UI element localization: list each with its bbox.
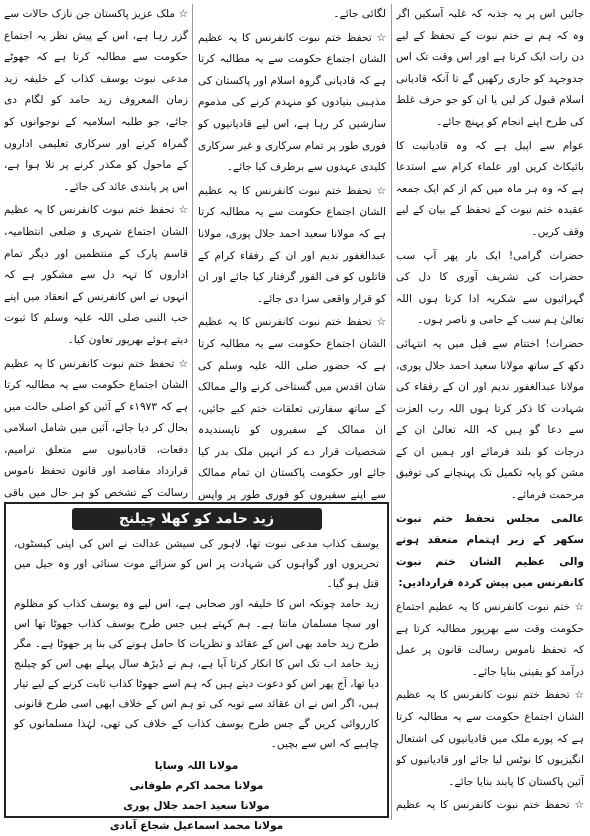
signer-name: مولانا محمد اکرم طوفانی xyxy=(129,780,264,792)
left-column xyxy=(4,4,188,502)
paragraph: جائیں اس پر یہ جذبہ کہ غلبہ آسکیں اگر وہ کہ ہم نے ختم نبوت کے تحفظ کے لیے دن رات ایک کرنا ہے اور اس وقت تک اس جدوجہد کو جاری رکھیں گے تا آنکہ قادیانی اسلام قبول کر لیں یا ان کو جو حرف غلط کی طرح اپنے انجام کو پہنچ جائے۔ xyxy=(396,8,584,128)
column-divider xyxy=(192,4,193,500)
notice-paragraph: زید حامد چونکہ اس کا خلیفہ اور صحابی ہے، اس لیے وہ یوسف کذاب کو مظلوم اور سچا مسلمان مانتا ہے۔ ہم کہتے ہیں جس طرح یوسف کذاب جھوٹا تھا اس طرح زید حامد بھی اس کے عقائد و نظریات کا حامل ہونے کی بنا پر جھوٹا ہے۔ مگر زید حامد اب تک اس کا انکار کرتا آیا ہے، ہم نے ڈیڑھ سال پہلے بھی اس کو چیلنج دیا تھا، آج پھر اس کو دعوت دیتے ہیں کہ ہم اسے جھوٹا کذاب ثابت کرنے کے لیے تیار ہیں، اگر اس نے ان عقائد سے توبہ کی تو ہم اس کے خلاف ابھی اسی طرح قانونی کارروائی کریں گے جس طرح یوسف کذاب کے خلاف کی تھی، لہٰذا مسلمانوں کو چاہیے کہ اس سے بچیں۔ xyxy=(14,598,379,750)
resolution-item: ☆ تحفظ ختم نبوت کانفرنس کا یہ عظیم الشان اجتماع حکومت سے یہ مطالبہ کرتا ہے کہ مولانا سعید احمد جلال پوری، مولانا عبدالغفور ندیم اور ان کے رفقاء کرام کے قاتلوں کو فی الفور گرفتار کیا جائے اور ان کو قرار واقعی سزا دی جائے۔ xyxy=(198,184,386,305)
paragraph: لگائی جائے۔ xyxy=(333,8,386,20)
resolution-item: ☆ ملک عزیز پاکستان جن نازک حالات سے گزر رہا ہے، اس کے پیش نظر یہ اجتماع حکومت سے مطالبہ کرتا ہے کہ جھوٹے مدعی نبوت یوسف کذاب کے خلیفہ زید زمان المعروف زید حامد کو لگام دی جائے، جو طلبہ اسلامیہ کے نوجوانوں کو گمراہ کرنے اور سرکاری تعلیمی اداروں کے ماحول کو مکدر کرنے پر تلا ہوا ہے، اس پر پابندی عائد کی جائے۔ xyxy=(4,8,188,193)
resolution-item: ☆ تحفظ ختم نبوت کانفرنس کا یہ عظیم الشان اجتماع شہری و ضلعی انتظامیہ، قاسم پارک کے منتظمین اور دیگر تمام اداروں کا تہہ دل سے مشکور ہے کہ انہوں نے اس کانفرنس کے انعقاد میں اپنے حب النبی صلی اللہ علیہ وسلم کا ثبوت دیتے ہوئے بھرپور تعاون کیا۔ xyxy=(4,204,188,346)
right-column xyxy=(396,4,584,820)
resolutions-heading: عالمی مجلس تحفظ ختم نبوت سکھر کے زیر اہتمام منعقد ہونے والی عظیم الشان ختم نبوت کانفرنس میں پیش کردہ قراردادیں: xyxy=(396,512,584,590)
resolution-item: ☆ تحفظ ختم نبوت کانفرنس کا یہ عظیم الشان اجتماع حکومت سے یہ مطالبہ کرتا ہے کہ پورے ملک میں قادیانیوں کی اشتعال انگیزیوں کا نوٹس لیا جائے اور قادیانیوں کو آئین پاکستان کا پابند بنایا جائے۔ xyxy=(396,689,584,788)
challenge-notice-box xyxy=(4,502,389,832)
resolution-item: ☆ ختم نبوت کانفرنس کا یہ عظیم اجتماع حکومت وقت سے بھرپور مطالبہ کرتا ہے کہ تحفظ ناموس رسالت قانون پر عمل درآمد کو یقینی بنایا جائے۔ xyxy=(396,601,584,678)
paragraph: حضرات گرامی! ایک بار پھر آپ سب حضرات کی تشریف آوری کا دل کی گہرائیوں سے شکریہ ادا کرتا ہوں اللہ تعالیٰ ہم سب کے حامی و ناصر ہوں۔ xyxy=(396,249,584,327)
signer-name: مولانا محمد اسماعیل شجاع آبادی xyxy=(109,820,284,832)
signer-name: مولانا اللہ وسایا xyxy=(154,760,239,772)
notice-body xyxy=(14,534,379,754)
resolution-item: ☆ تحفظ ختم نبوت کانفرنس کا یہ عظیم xyxy=(396,799,584,812)
resolution-item: ☆ تحفظ ختم نبوت کانفرنس کا یہ عظیم الشان اجتماع حکومت سے یہ مطالبہ کرتا ہے کہ حضور صلی اللہ علیہ وسلم کی شان اقدس میں گستاخی کرنے والے ممالک کے ساتھ سفارتی تعلقات ختم کیے جائیں، ان ممالک کے سفیروں کو ناپسندیدہ شخصیات قرار دے کر انہیں ملک بدر کیا جائے اور حکومت پاکستان ان تمام ممالک سے اپنے سفیروں کو فوری طور پر واپس xyxy=(198,316,386,502)
column-divider xyxy=(391,4,392,820)
resolution-item: ☆ تحفظ ختم نبوت کانفرنس کا یہ عظیم الشان اجتماع حکومت سے یہ مطالبہ کرتا ہے کہ ۱۹۷۳ء کے آئین کو اصلی حالت میں بحال کر دیا جائے، آئین میں شامل اسلامی دفعات، قادیانیوں سے متعلق ترامیم، قرارداد مقاصد اور قانون تحفظ ناموس رسالت کے تشخص کو ہر حال میں باقی xyxy=(4,357,188,500)
notice-title: زید حامد کو کھلا چیلنج xyxy=(72,508,322,530)
notice-paragraph: یوسف کذاب مدعی نبوت تھا، لاہور کی سیشن عدالت نے اس کی اپنی کیسٹوں، تحریروں اور گواہوں کی شہادت پر اس کو سزائے موت سنائی اور وہ جیل میں قتل ہو گیا۔ xyxy=(14,538,379,590)
middle-column xyxy=(198,4,386,502)
signers-list xyxy=(14,756,379,836)
paragraph: حضرات! اختتام سے قبل میں یہ انتہائی دکھ کے ساتھ مولانا سعید احمد جلال پوری، مولانا عبدالغفور ندیم اور ان کے رفقاء کی شہادت کا ذکر کرتا ہوں اللہ رب العزت سے دعا گو ہیں کہ اللہ تعالیٰ ان کے درجات کو بلند فرمائے اور ہمیں ان کے مشن کو پایہ تکمیل تک پہنچانے کی توفیق مرحمت فرمائے۔ xyxy=(396,337,584,502)
signer-name: مولانا سعید احمد جلال پوری xyxy=(123,800,270,812)
paragraph: عوام سے اپیل ہے کہ وہ قادیانیت کا بائیکاٹ کریں اور علماء کرام سے استدعا ہے کہ وہ ہر ماہ میں کم از کم ایک جمعہ عقیدہ ختم نبوت کے تحفظ کے بیان کے لیے وقف کریں۔ xyxy=(396,139,584,238)
resolution-item: ☆ تحفظ ختم نبوت کانفرنس کا یہ عظیم الشان اجتماع حکومت سے یہ مطالبہ کرتا ہے کہ قادیانی گروہ اسلام اور پاکستان کی مذہبی بنیادوں کو منہدم کرنے کی مذموم سازشیں کر رہا ہے، اس لیے قادیانیوں کو فوری طور پر تمام سرکاری و غیر سرکاری کلیدی عہدوں سے برطرف کیا جائے۔ xyxy=(198,31,386,174)
